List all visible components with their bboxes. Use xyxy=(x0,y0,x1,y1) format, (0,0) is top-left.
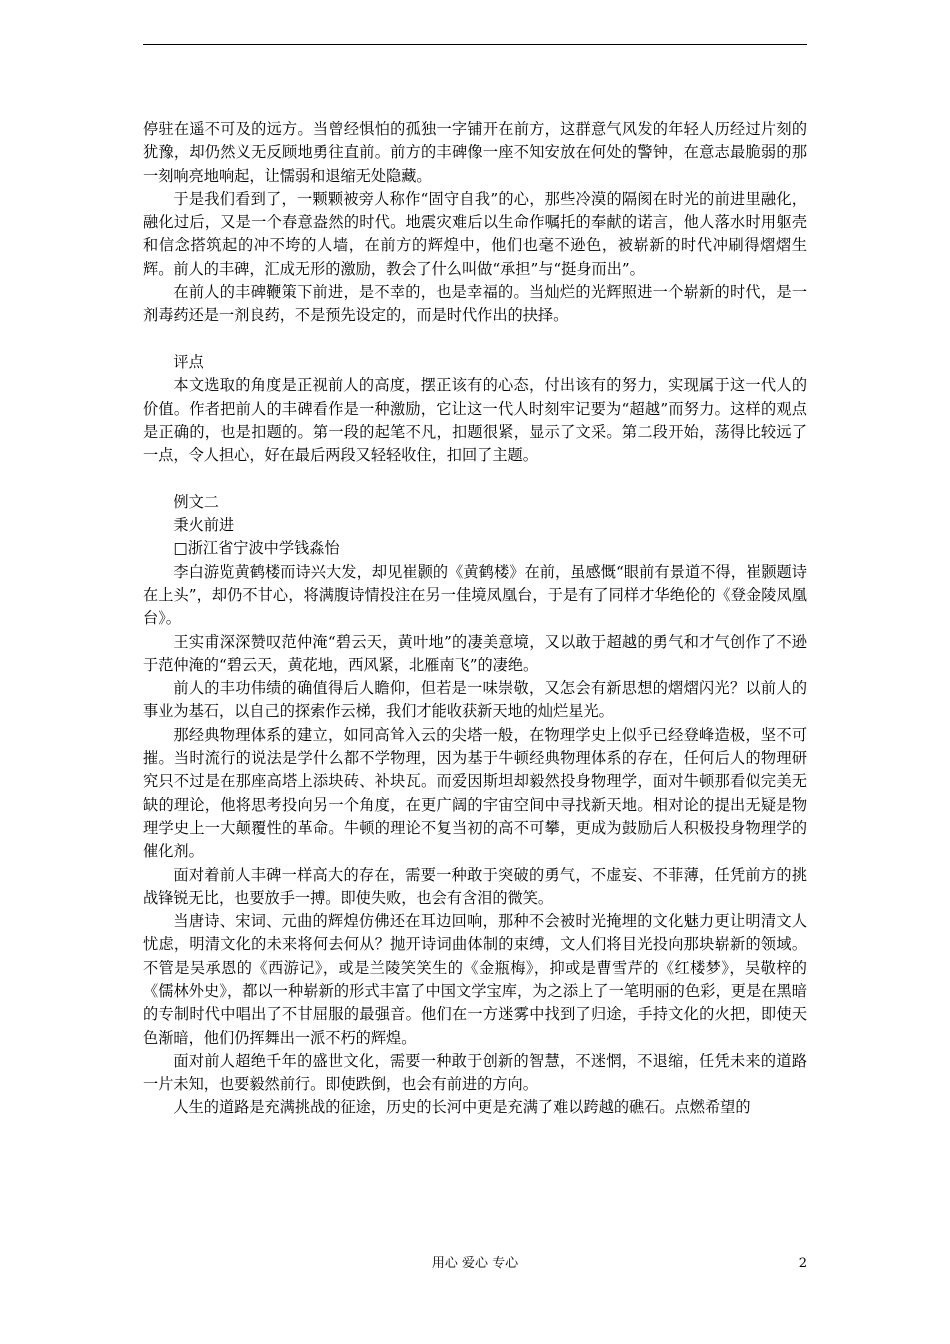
paragraph: 当唐诗、宋词、元曲的辉煌仿佛还在耳边回响，那种不会被时光掩埋的文化魅力更让明清文人忧虑，明清文化的未来将何去何从？抛开诗词曲体制的束缚，文人们将目光投向那块崭新的领域。不管是吴承恩的《西游记》，或是兰陵笑笑生的《金瓶梅》，抑或是曹雪芹的《红楼梦》，吴敬梓的《儒林外史》，都以一种崭新的形式丰富了中国文学宝库，为之添上了一笔明丽的色彩，更是在黑暗的专制时代中唱出了不甘屈服的最强音。他们在一方迷雾中找到了归途，手持文化的火把，即使天色渐暗，他们仍挥舞出一派不朽的辉煌。 xyxy=(143,912,807,1047)
paragraph: 停驻在遥不可及的远方。当曾经惧怕的孤独一字铺开在前方，这群意气风发的年轻人历经过片刻的犹豫，却仍然义无反顾地勇往直前。前方的丰碑像一座不知安放在何处的警钟，在意志最脆弱的那一刻响亮地响起，让懦弱和退缩无处隐藏。 xyxy=(143,120,807,185)
paragraph: 面对前人超绝千年的盛世文化，需要一种敢于创新的智慧，不迷惘，不退缩，任凭未来的道路一片未知，也要毅然前行。即使跌倒，也会有前进的方向。 xyxy=(143,1051,807,1094)
paragraph: 在前人的丰碑鞭策下前进，是不幸的，也是幸福的。当灿烂的光辉照进一个崭新的时代，是一剂毒药还是一剂良药，不是预先设定的，而是时代作出的抉择。 xyxy=(143,283,807,325)
paragraph: 李白游览黄鹤楼而诗兴大发，却见崔颢的《黄鹤楼》在前，虽感慨“眼前有景道不得，崔颢题诗在上头”，却仍不甘心，将满腹诗情投注在另一佳境凤凰台，于是有了同样才华绝伦的《登金陵凤凰台》。 xyxy=(143,562,807,628)
header-rule xyxy=(143,44,807,45)
paragraph: 于是我们看到了，一颗颗被旁人称作“固守自我”的心，那些冷漠的隔阂在时光的前进里融化，融化过后，又是一个春意盎然的时代。地震灾难后以生命作嘱托的奉献的诺言，他人落水时用躯壳和信念搭筑起的冲不垮的人墙，在前方的辉煌中，他们也毫不逊色，被崭新的时代冲刷得熠熠生辉。前人的丰碑，汇成无形的激励，教会了什么叫做“承担”与“挺身而出”。 xyxy=(143,189,807,278)
document-body xyxy=(143,118,807,1120)
footer-motto: 用心 爱心 专心 xyxy=(431,1256,519,1271)
paragraph: 例文二 xyxy=(173,492,219,511)
paragraph: 本文选取的角度是正视前人的高度，摆正该有的心态，付出该有的努力，实现属于这一代人的价值。作者把前人的丰碑看作是一种激励，它让这一代人时刻牢记要为“超越”而努力。这样的观点是正确的，也是扣题的。第一段的起笔不凡，扣题很紧，显示了文采。第二段开始，荡得比较远了一点，令人担心，好在最后两段又轻轻收住，扣回了主题。 xyxy=(143,376,807,465)
paragraph: 前人的丰功伟绩的确值得后人瞻仰，但若是一味崇敬，又怎会有新思想的熠熠闪光？以前人的事业为基石，以自己的探索作云梯，我们才能收获新天地的灿烂星光。 xyxy=(143,679,807,721)
page-number: 2 xyxy=(798,1256,807,1271)
paragraph-gap xyxy=(143,328,807,351)
paragraph: 人生的道路是充满挑战的征途，历史的长河中更是充满了难以跨越的礁石。点燃希望的 xyxy=(173,1098,751,1117)
paragraph: 那经典物理体系的建立，如同高耸入云的尖塔一般，在物理学史上似乎已经登峰造极，坚不可摧。当时流行的说法是学什么都不学物理，因为基于牛顿经典物理体系的存在，任何后人的物理研究只不过是在那座高塔上添块砖、补块瓦。而爱因斯坦却毅然投身物理学，面对牛顿那看似完美无缺的理论，他将思考投向另一个角度，在更广阔的宇宙空间中寻找新天地。相对论的提出无疑是物理学史上一大颠覆性的革命。牛顿的理论不复当初的高不可攀，更成为鼓励后人积极投身物理学的催化剂。 xyxy=(143,725,807,861)
paragraph: 王实甫深深赞叹范仲淹“碧云天，黄叶地”的凄美意境，又以敢于超越的勇气和才气创作了不逊于范仲淹的“碧云天，黄花地，西风紧，北雁南飞”的凄绝。 xyxy=(143,632,807,674)
paragraph: 秉火前进 xyxy=(173,516,235,535)
paragraph: □浙江省宁波中学钱淼怡 xyxy=(173,539,340,558)
paragraph: 评点 xyxy=(173,352,204,371)
paragraph-gap xyxy=(143,467,807,490)
paragraph: 面对着前人丰碑一样高大的存在，需要一种敢于突破的勇气，不虚妄、不菲薄，任凭前方的挑战锋锐无比，也要放手一搏。即使失败，也会有含泪的微笑。 xyxy=(143,865,807,907)
